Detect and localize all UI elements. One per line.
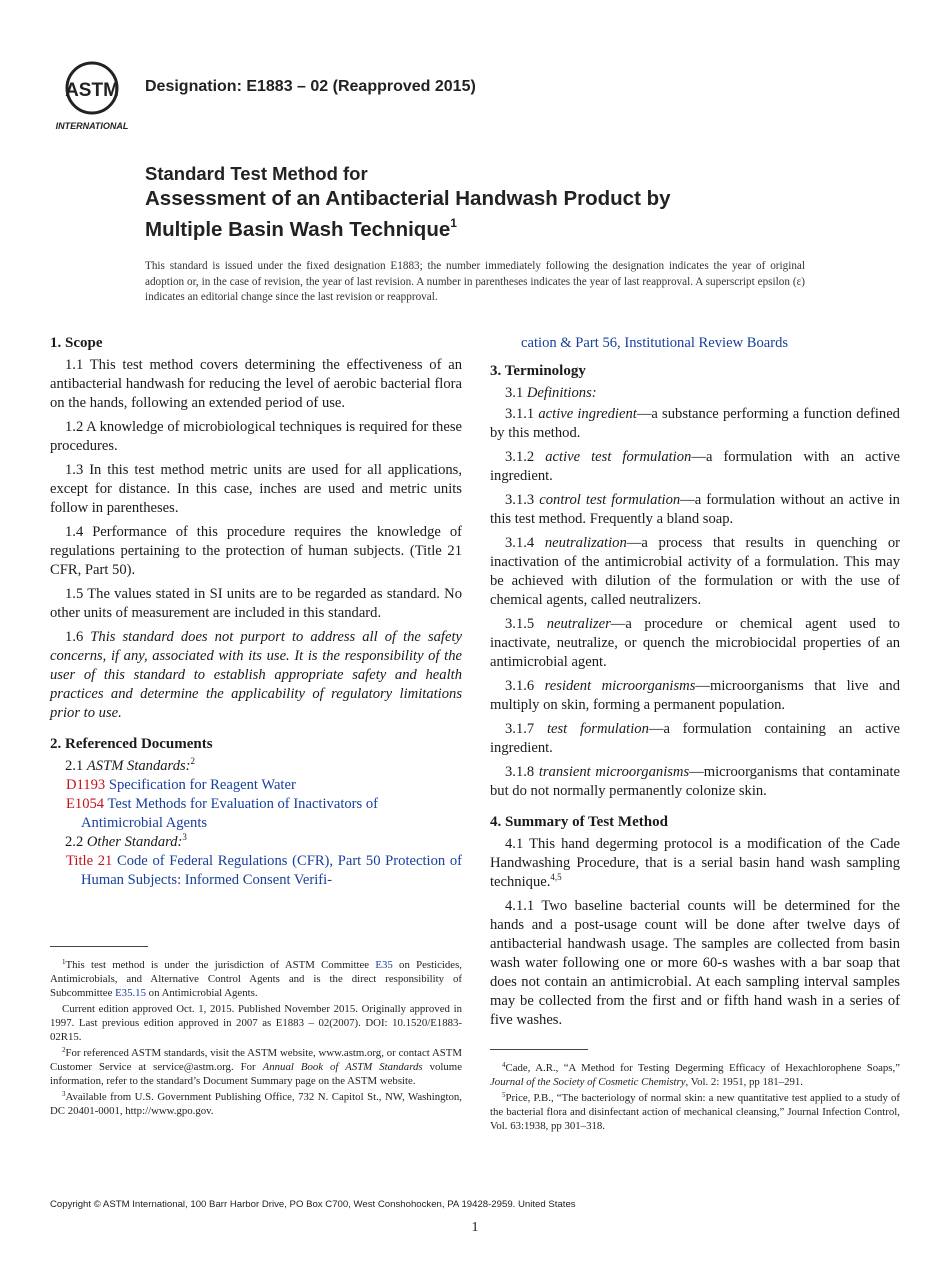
referenced-heading: 2. Referenced Documents xyxy=(50,736,213,752)
ref-title-21-continuation[interactable]: cation & Part 56, Institutional Review Boards xyxy=(521,335,789,351)
ref-e1054[interactable] xyxy=(50,795,462,833)
terminology-heading: 3. Terminology xyxy=(490,363,586,379)
ref-title-21-title[interactable]: Code of Federal Regulations (CFR), Part 50 Protection of Human Subjects: Informed Consent Verifi- xyxy=(81,853,462,888)
def-3-1-3: 3.1.3 control test formulation—a formulation without an active in this test method. Frequently a bland soap. xyxy=(490,492,900,527)
ref-e1054-title[interactable]: Test Methods for Evaluation of Inactivators of Antimicrobial Agents xyxy=(81,796,379,831)
ref-title-21-code[interactable]: Title 21 xyxy=(66,853,113,869)
footnote-1-edition: Current edition approved Oct. 1, 2015. Published November 2015. Originally approved in 1997. Last previous edition approved in 2007 as E1883 – 02(2007). DOI: 10.1520/E1883-02R15. xyxy=(50,1003,462,1043)
def-3-1-4: 3.1.4 neutralization—a process that results in quenching or inactivation of the antimicrobial activity of a formulation. This may be achieved with dilution of the formulation or with the use of chemical agents, called neutralizers. xyxy=(490,535,900,608)
para-1-5: 1.5 The values stated in SI units are to be regarded as standard. No other units of measurement are included in this standard. xyxy=(50,586,462,621)
definitions-label: 3.1 Definitions: xyxy=(505,385,597,401)
para-4-1: 4.1 This hand degerming protocol is a modification of the Cade Handwashing Procedure, that is a serial basin hand wash sampling technique.$^{4,5}$ xyxy=(490,836,900,890)
astm-standards-label: 2.1 ASTM Standards:$^2$ xyxy=(65,756,196,774)
page-number: 1 xyxy=(471,1220,479,1235)
ref-e1054-code[interactable]: E1054 xyxy=(66,796,105,812)
ref-d1193[interactable] xyxy=(50,776,462,795)
def-3-1-1: 3.1.1 active ingredient—a substance performing a function defined by this method. xyxy=(490,406,900,441)
def-3-1-7: 3.1.7 test formulation—a formulation containing an active ingredient. xyxy=(490,721,901,756)
def-3-1-6: 3.1.6 resident microorganisms—microorganisms that live and multiply on skin, forming a permanent population. xyxy=(490,678,900,713)
title-line-3: Multiple Basin Wash Technique xyxy=(145,218,451,241)
scope-heading: 1. Scope xyxy=(50,335,103,351)
para-1-6: 1.6 This standard does not purport to address all of the safety concerns, if any, associated with its use. It is the responsibility of the user of this standard to establish appropriate safety and health practices and determine the applicability of regulatory limitations prior to use. xyxy=(50,629,462,721)
summary-heading: 4. Summary of Test Method xyxy=(490,814,668,830)
footnote-3: $^3$Available from U.S. Government Publishing Office, 732 N. Capitol St., NW, Washington, DC 20401-0001, http://www.gpo.gov. xyxy=(50,1090,462,1117)
footnote-4: $^4$Cade, A.R., “A Method for Testing Degerming Efficacy of Hexachlorophene Soaps,” Journal of the Society of Cosmetic Chemistry, Vol. 2: 1951, pp 181–291. xyxy=(490,1061,900,1088)
title-line-2: Assessment of an Antibacterial Handwash Product by xyxy=(145,187,671,210)
astm-logo xyxy=(50,54,134,132)
ref-d1193-title[interactable]: Specification for Reagent Water xyxy=(108,777,296,793)
footnote-5: $^5$Price, P.B., “The bacteriology of normal skin: a new quantitative test applied to a study of the bacterial flora and disinfectant action of mechanical cleansing,” Journal Infection Control, Vol. 63:1938, pp 301–318. xyxy=(490,1091,900,1132)
document-title xyxy=(145,162,865,242)
left-column xyxy=(50,334,462,890)
para-1-2: 1.2 A knowledge of microbiological techniques is required for these procedures. xyxy=(50,419,462,454)
logo-text: ASTM xyxy=(65,80,119,101)
logo-subtext: INTERNATIONAL xyxy=(55,121,129,131)
footnote-1: $^1$This test method is under the jurisdiction of ASTM Committee E35 on Pesticides, Antimicrobials, and Alternative Control Agents and is the direct responsibility of Subcommittee E35.15 on Antimicrobial Agents. xyxy=(50,958,462,999)
def-3-1-5: 3.1.5 neutralizer—a procedure or chemical agent used to inactivate, neutralize, or quench the microbiocidal properties of an antimicrobial agent. xyxy=(490,616,900,670)
other-standard-label: 2.2 Other Standard:$^3$ xyxy=(65,832,187,850)
safety-caveat: This standard does not purport to address all of the safety concerns, if any, associated with its use. It is the responsibility of the user of this standard to establish appropriate safety and health practices and determine the applicability of regulatory limitations prior to use. xyxy=(50,629,462,721)
ref-title-21[interactable] xyxy=(50,852,462,890)
link-e35[interactable]: E35 xyxy=(375,959,393,971)
def-3-1-8: 3.1.8 transient microorganisms—microorganisms that contaminate but do not normally permanently colonize skin. xyxy=(490,764,900,799)
ref-d1193-code[interactable]: D1193 xyxy=(66,777,106,793)
def-3-1-2: 3.1.2 active test formulation—a formulation with an active ingredient. xyxy=(490,449,901,484)
footnote-2: $^2$For referenced ASTM standards, visit the ASTM website, www.astm.org, or contact ASTM Customer Service at service@astm.org. For Annual Book of ASTM Standards volume information, refer to the standard’s Document Summary page on the ASTM website. xyxy=(50,1046,462,1087)
right-column xyxy=(490,334,900,1035)
title-line-1: Standard Test Method for xyxy=(145,163,368,184)
para-1-3: 1.3 In this test method metric units are used for all applications, except for distance. In this case, inches are used and metric units follow in parentheses. xyxy=(50,462,462,516)
issued-note: This standard is issued under the fixed designation E1883; the number immediately following the designation indicates the year of original adoption or, in the case of revision, the year of last revision. A number in parentheses indicates the year of last reapproval. A superscript epsilon (ε) indicates an editorial change since the last revision or reapproval. xyxy=(145,260,805,303)
footnote-rule-left xyxy=(50,946,148,947)
para-1-1: 1.1 This test method covers determining the effectiveness of an antibacterial handwash for reducing the level of aerobic bacterial flora on the hands, following an extended period of use. xyxy=(50,357,462,411)
link-e35-15[interactable]: E35.15 xyxy=(115,987,146,999)
para-4-1-1: 4.1.1 Two baseline bacterial counts will be determined for the hands and a post-usage count will be done after twelve days of antibacterial handwash usage. The samples are collected from basin wash water following one or more 60-s washes with a bar soap that does not contain an antimicrobial. At each sampling interval samples may be collected from the first and or fifth hand wash in a series of five washes. xyxy=(490,898,900,1028)
footnotes-right xyxy=(490,1061,900,1133)
title-footnote-mark: 1 xyxy=(450,216,457,230)
copyright: Copyright © ASTM International, 100 Barr Harbor Drive, PO Box C700, West Conshohocken, PA 19428-2959. United States xyxy=(50,1199,576,1210)
designation: Designation: E1883 – 02 (Reapproved 2015) xyxy=(145,78,476,95)
footnote-rule-right xyxy=(490,1049,588,1050)
para-1-4: 1.4 Performance of this procedure requires the knowledge of regulations pertaining to the protection of human subjects. (Title 21 CFR, Part 50). xyxy=(50,524,462,578)
footnotes-left xyxy=(50,958,462,1118)
